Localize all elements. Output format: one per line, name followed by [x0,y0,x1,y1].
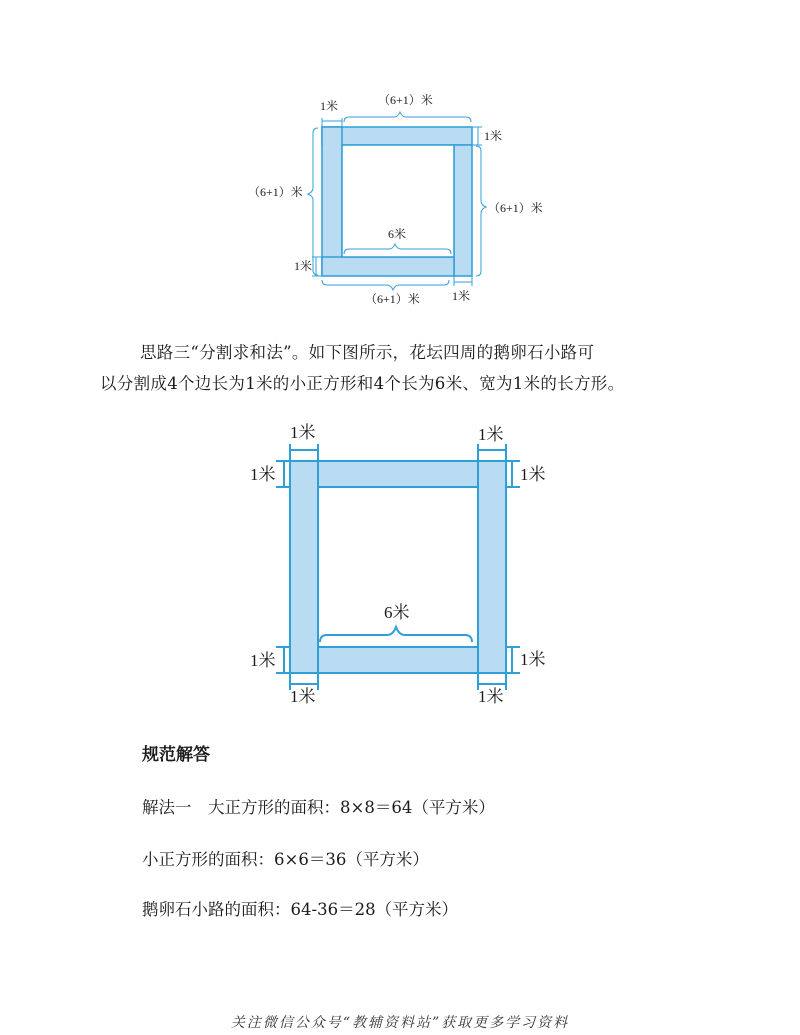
solution-line-3: 鹅卵石小路的面积：64-36＝28（平方米） [142,900,459,919]
footer-note: 关注微信公众号“教辅资料站”获取更多学习资料 [230,1015,570,1031]
fig1-bottom-right-1m: 1米 [452,289,471,303]
fig1-right-side: （6+1）米 [488,201,543,215]
bottom-bar [322,257,454,276]
right-bar [454,145,472,276]
fig1-top-left-1m: 1米 [320,99,339,113]
fig2-top-right-w: 1米 [478,425,504,444]
solution-line-1: 解法一 大正方形的面积：8×8＝64（平方米） [142,798,495,817]
paragraph-line-1: 思路三“分割求和法”。如下图所示，花坛四周的鹅卵石小路可 [140,343,595,362]
solution-heading: 规范解答 [142,745,210,765]
fig2-left-bottom-h: 1米 [250,651,276,670]
fig2-right-bottom-h: 1米 [520,650,546,669]
top-bar [322,127,472,145]
paragraph-line-2: 以分割成4个边长为1米的小正方形和4个长为6米、宽为1米的长方形。 [100,374,625,393]
figure-2-diagram [0,410,800,720]
fig1-inner-6m: 6米 [388,227,407,241]
fig1-left-side: （6+1）米 [248,185,303,199]
fig1-bottom-left-1m: 1米 [294,259,313,273]
fig2-left-top-h: 1米 [250,465,276,484]
fig1-right-top-1m: 1米 [484,129,503,143]
fig1-bottom-width: （6+1）米 [365,292,420,306]
left-bar [322,127,342,275]
fig2-bottom-right-w: 1米 [478,687,504,706]
fig2-top-left-w: 1米 [290,423,316,442]
fig2-bottom-left-w: 1米 [290,687,316,706]
solution-line-2: 小正方形的面积：6×6＝36（平方米） [142,850,429,869]
fig1-top-width: （6+1）米 [378,93,433,107]
strategy-paragraph [100,337,710,399]
fig2-inner-6m: 6米 [384,603,410,622]
fig2-right-top-h: 1米 [520,465,546,484]
figure-1-diagram [0,0,800,320]
